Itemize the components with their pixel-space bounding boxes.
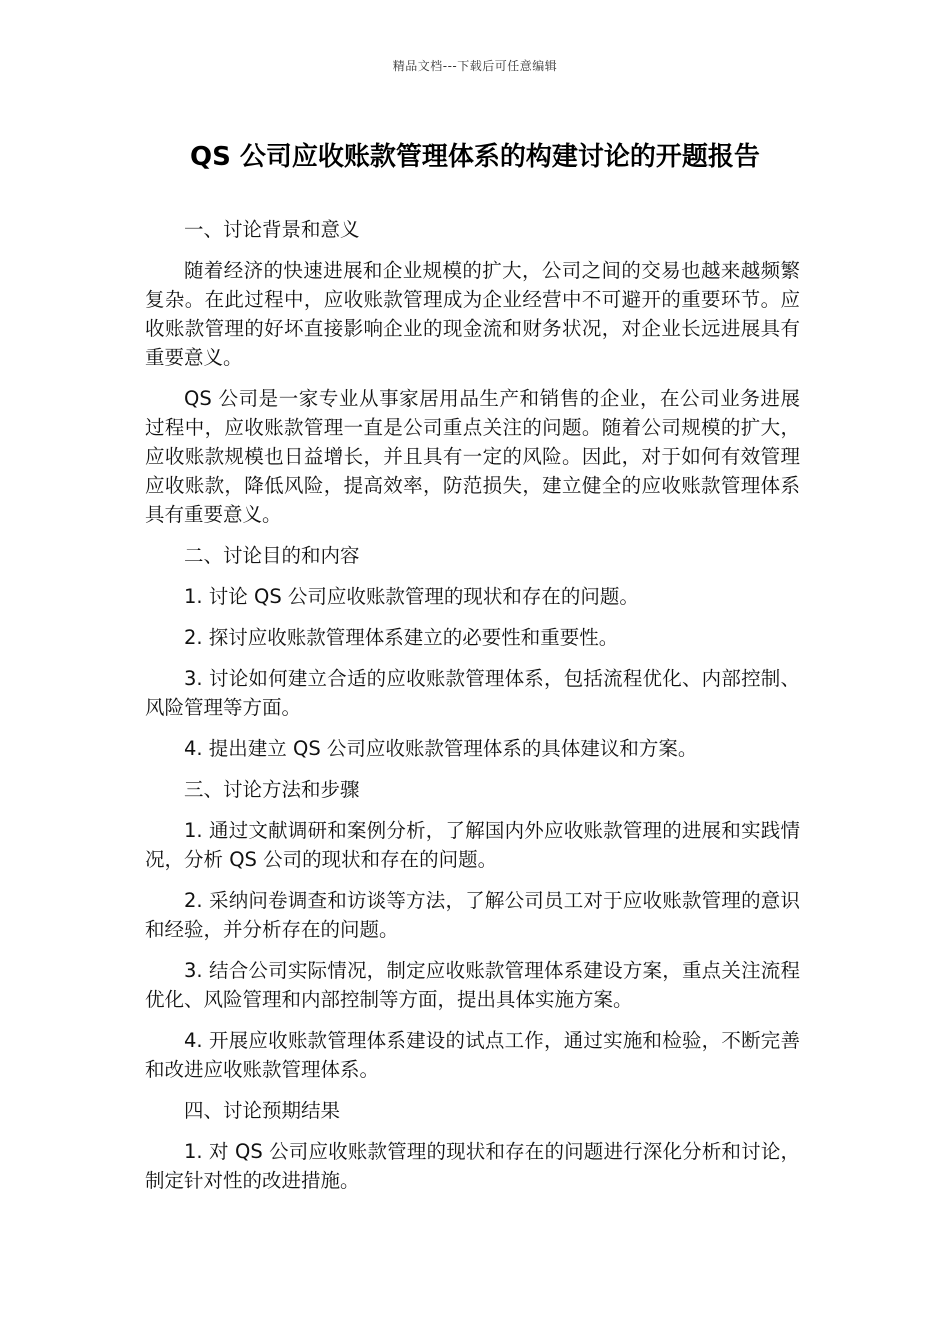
objective-item-4: 4. 提出建立 QS 公司应收账款管理体系的具体建议和方案。 [184, 737, 698, 760]
objective-item-3: 3. 讨论如何建立合适的应收账款管理体系，包括流程优化、内部控制、风险管理等方面。 [145, 667, 800, 719]
header-note: 精品文档---下载后可任意编辑 [392, 59, 558, 73]
result-item-1: 1. 对 QS 公司应收账款管理的现状和存在的问题进行深化分析和讨论，制定针对性的改进措施。 [145, 1140, 800, 1192]
objective-item-2: 2. 探讨应收账款管理体系建立的必要性和重要性。 [184, 626, 619, 649]
method-item-2: 2. 采纳问卷调查和访谈等方法，了解公司员工对于应收账款管理的意识和经验，并分析存在的问题。 [145, 889, 800, 941]
section-heading-methods: 三、讨论方法和步骤 [184, 778, 360, 801]
section-heading-results: 四、讨论预期结果 [184, 1099, 341, 1122]
section-heading-objectives: 二、讨论目的和内容 [184, 544, 360, 567]
document-body [145, 215, 800, 1207]
method-item-4: 4. 开展应收账款管理体系建设的试点工作，通过实施和检验，不断完善和改进应收账款管理体系。 [145, 1029, 800, 1081]
method-item-1: 1. 通过文献调研和案例分析，了解国内外应收账款管理的进展和实践情况，分析 QS 公司的现状和存在的问题。 [145, 819, 800, 871]
method-item-3: 3. 结合公司实际情况，制定应收账款管理体系建设方案，重点关注流程优化、风险管理和内部控制等方面，提出具体实施方案。 [145, 959, 800, 1011]
paragraph-background-2: QS 公司是一家专业从事家居用品生产和销售的企业，在公司业务进展过程中，应收账款管理一直是公司重点关注的问题。随着公司规模的扩大，应收账款规模也日益增长，并且具有一定的风险。因此，对于如何有效管理应收账款，降低风险，提高效率，防范损失，建立健全的应收账款管理体系具有重要意义。 [145, 387, 800, 526]
objective-item-1: 1. 讨论 QS 公司应收账款管理的现状和存在的问题。 [184, 585, 639, 608]
section-heading-background: 一、讨论背景和意义 [184, 218, 360, 241]
page-title: QS 公司应收账款管理体系的构建讨论的开题报告 [190, 142, 760, 172]
paragraph-background-1: 随着经济的快速进展和企业规模的扩大，公司之间的交易也越来越频繁复杂。在此过程中，应收账款管理成为企业经营中不可避开的重要环节。应收账款管理的好坏直接影响企业的现金流和财务状况，对企业长远进展具有重要意义。 [145, 259, 800, 369]
